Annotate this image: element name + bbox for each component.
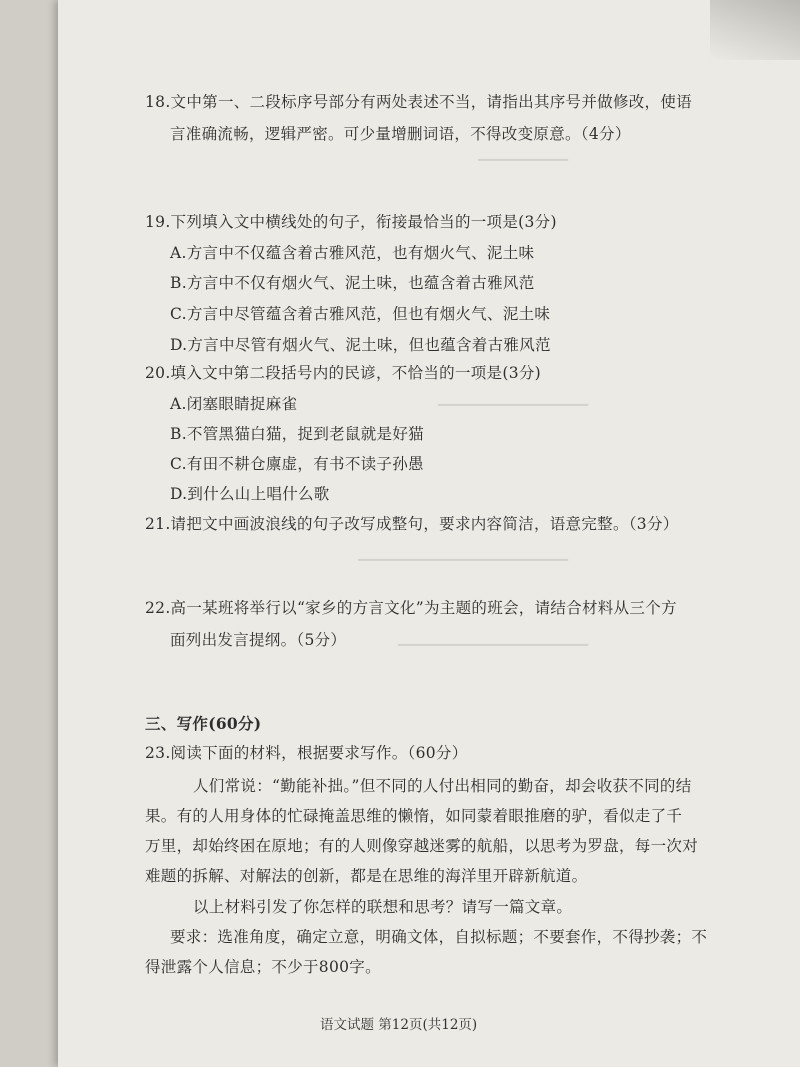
bleed-through-text: ▔▔▔▔▔▔▔▔▔▔▔▔▔▔▔▔▔▔▔▔▔ [358,560,568,575]
q22-line-2: 面列出发言提纲。（5分） [170,631,347,649]
q20-option-a: A.闭塞眼睛捉麻雀 [170,395,298,413]
q23-prompt: 以上材料引发了你怎样的联想和思考？请写一篇文章。 [193,898,573,916]
q18-line-1: 18.文中第一、二段标序号部分有两处表述不当，请指出其序号并做修改，使语 [145,93,692,111]
q23-material-line-2: 果。有的人用身体的忙碌掩盖思维的懒惰，如同蒙着眼推磨的驴，看似走了千 [145,807,683,825]
q20-stem: 20.填入文中第二段括号内的民谚，不恰当的一项是(3分) [145,364,542,382]
q18-line-2: 言准确流畅，逻辑严密。可少量增删词语，不得改变原意。（4分） [170,125,631,143]
q20-option-b: B.不管黑猫白猫，捉到老鼠就是好猫 [170,425,424,443]
q19-option-a: A.方言中不仅蕴含着古雅风范，也有烟火气、泥土味 [170,244,535,262]
q23-requirements-line-2: 得泄露个人信息；不少于800字。 [145,958,381,976]
q19-option-b: B.方言中不仅有烟火气、泥土味，也蕴含着古雅风范 [170,274,535,292]
q19-option-d: D.方言中尽管有烟火气、泥土味，但也蕴含着古雅风范 [170,336,551,354]
exam-page [58,0,800,1067]
q20-option-c: C.有田不耕仓廪虚，有书不读子孙愚 [170,455,424,473]
q19-stem: 19.下列填入文中横线处的句子，衔接最恰当的一项是(3分) [145,213,557,231]
page-corner-shadow [710,0,800,60]
q23-requirements-line-1: 要求：选准角度，确定立意，明确文体，自拟标题；不要套作，不得抄袭；不 [170,928,708,946]
section-title-writing: 三、写作(60分) [145,714,262,733]
q19-option-c: C.方言中尽管蕴含着古雅风范，但也有烟火气、泥土味 [170,305,551,323]
bleed-through-text: ▔▔▔▔▔▔▔▔▔▔▔▔▔▔▔ [438,405,588,420]
q21-stem: 21.请把文中画波浪线的句子改写成整句，要求内容简洁，语意完整。（3分） [145,515,679,533]
q20-option-d: D.到什么山上唱什么歌 [170,485,330,503]
bleed-through-text: ▔▔▔▔▔▔▔▔▔▔▔▔▔▔▔▔▔▔▔ [398,645,588,660]
bleed-through-text: ▔▔▔▔▔▔▔▔▔ [478,160,568,175]
q23-material-line-4: 难题的拆解、对解法的创新，都是在思维的海洋里开辟新航道。 [145,867,588,885]
q23-material-line-1: 人们常说：“勤能补拙。”但不同的人付出相同的勤奋，却会收获不同的结 [193,777,692,795]
q22-line-1: 22.高一某班将举行以“家乡的方言文化”为主题的班会，请结合材料从三个方 [145,599,677,617]
q23-material-line-3: 万里，却始终困在原地；有的人则像穿越迷雾的航船，以思考为罗盘，每一次对 [145,837,699,855]
page-footer: 语文试题 第12页(共12页) [320,1017,478,1033]
q23-stem: 23.阅读下面的材料，根据要求写作。（60分） [145,744,468,762]
